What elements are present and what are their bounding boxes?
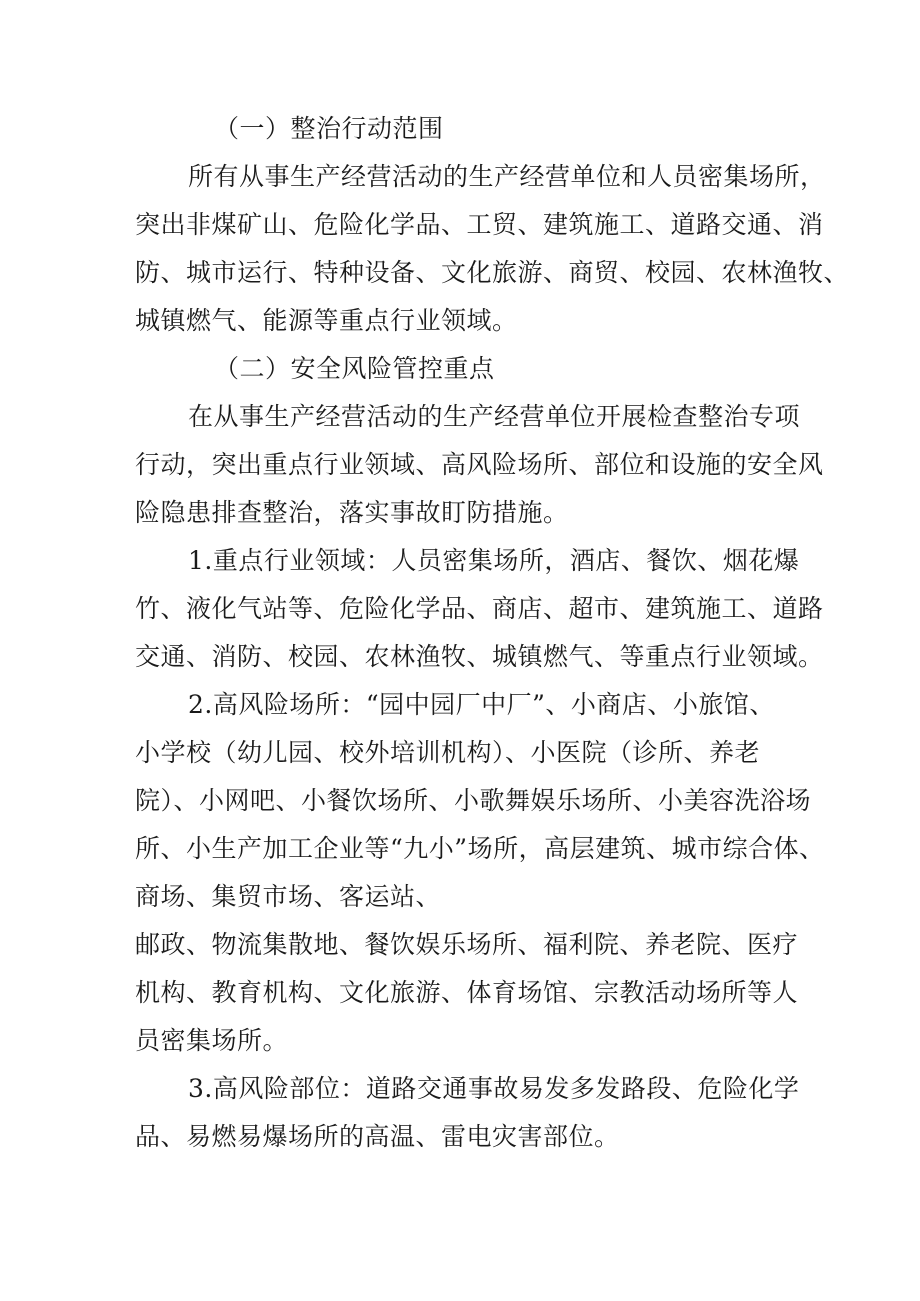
section-heading-scope: （一）整治行动范围	[214, 114, 444, 143]
paragraph-line: 行动，突出重点行业领域、高风险场所、部位和设施的安全风	[135, 450, 824, 479]
paragraph-line: 所有从事生产经营活动的生产经营单位和人员密集场所，	[188, 162, 826, 191]
list-item-key-industries: 1.重点行业领域：人员密集场所，酒店、餐饮、烟花爆	[188, 546, 800, 575]
paragraph-line: 防、城市运行、特种设备、文化旅游、商贸、校园、农林渔牧、	[135, 258, 850, 287]
paragraph-line: 在从事生产经营活动的生产经营单位开展检查整治专项	[188, 402, 801, 431]
paragraph-line: 员密集场所。	[135, 1026, 289, 1055]
paragraph-line: 机构、教育机构、文化旅游、体育场馆、宗教活动场所等人	[135, 978, 799, 1007]
list-item-high-risk-sites: 2.高风险场所：“园中园厂中厂”、小商店、小旅馆、	[188, 690, 775, 719]
paragraph-line: 邮政、物流集散地、餐饮娱乐场所、福利院、养老院、医疗	[135, 930, 799, 959]
paragraph-line: 险隐患排查整治，落实事故盯防措施。	[135, 498, 569, 527]
paragraph-line: 所、小生产加工企业等“九小”场所，高层建筑、城市综合体、	[135, 834, 825, 863]
paragraph-line: 城镇燃气、能源等重点行业领域。	[135, 306, 518, 335]
paragraph-line: 小学校（幼儿园、校外培训机构）、小医院（诊所、养老	[135, 738, 761, 767]
section-heading-risk-control: （二）安全风险管控重点	[214, 354, 495, 383]
paragraph-line: 院）、小网吧、小餐饮场所、小歌舞娱乐场所、小美容洗浴场	[135, 786, 812, 815]
paragraph-line: 突出非煤矿山、危险化学品、工贸、建筑施工、道路交通、消	[135, 210, 824, 239]
paragraph-line: 竹、液化气站等、危险化学品、商店、超市、建筑施工、道路	[135, 594, 824, 623]
paragraph-line: 品、易燃易爆场所的高温、雷电灾害部位。	[135, 1122, 620, 1151]
list-item-high-risk-parts: 3.高风险部位：道路交通事故易发多发路段、危险化学	[188, 1074, 800, 1103]
paragraph-line: 商场、集贸市场、客运站、	[135, 882, 442, 911]
paragraph-line: 交通、消防、校园、农林渔牧、城镇燃气、等重点行业领域。	[135, 642, 824, 671]
